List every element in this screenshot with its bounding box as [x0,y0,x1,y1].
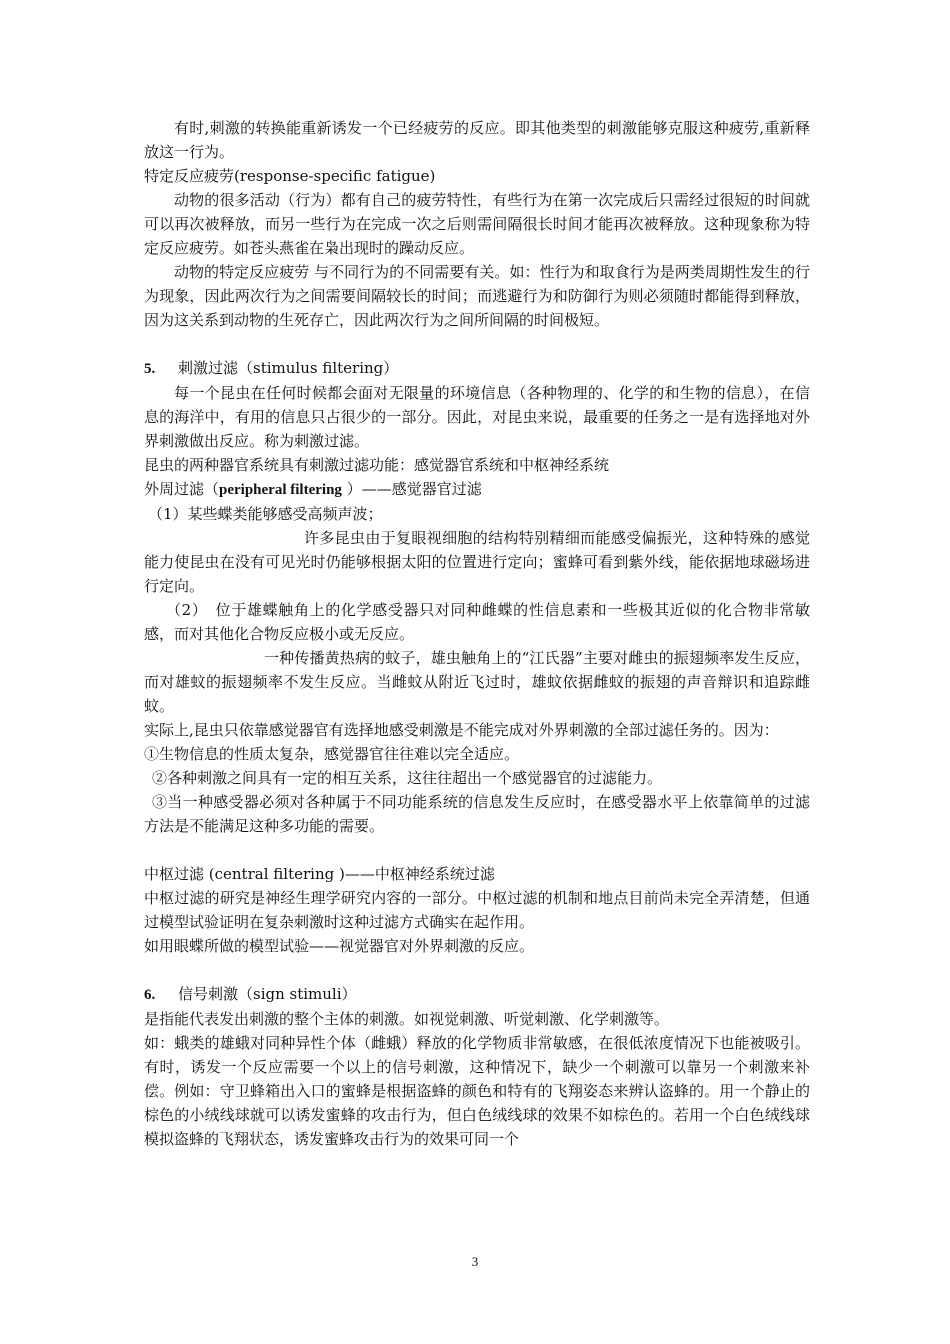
paragraph-sign-stimuli-example: 如：蛾类的雄蛾对同种异性个体（雌蛾）释放的化学物质非常敏感，在很低浓度情况下也能被吸引。有时，诱发一个反应需要一个以上的信号刺激，这种情况下，缺少一个刺激可以靠另一个刺激来补偿。例如：守卫蜂箱出入口的蜜蜂是根据盗蜂的颜色和特有的飞翔姿态来辨认盗蜂的。用一个静止的棕色的小绒线球就可以诱发蜜蜂的攻击行为，但白色绒线球的效果不如棕色的。若用一个白色绒线球模拟盗蜂的飞翔状态，诱发蜜蜂攻击行为的效果可同一个 [144,1034,810,1148]
list-item-2: （2） 位于雄蝶触角上的化学感受器只对同种雌蝶的性信息素和一些极其近似的化合物非常敏感，而对其他化合物反应极小或无反应。 [144,601,810,643]
reason-2: ②各种刺激之间具有一定的相互关系，这往往超出一个感觉器官的过滤能力。 [152,769,663,787]
paragraph-filtering-intro: 每一个昆虫在任何时候都会面对无限量的环境信息（各种物理的、化学的和生物的信息），在信息的海洋中，有用的信息只占很少的一部分。因此，对昆虫来说，最重要的任务之一是有选择地对外界刺激做出反应。称为刺激过滤。 [144,384,810,450]
heading-response-specific-fatigue: 特定反应疲劳(response-specific fatigue) [144,167,436,185]
spacer [144,958,810,982]
section-6-number: 6. [144,987,156,1003]
heading-central-filtering: 中枢过滤 (central filtering )——中枢神经系统过滤 [144,865,495,883]
peripheral-suffix: ）——感觉器官过滤 [341,480,482,498]
heading-peripheral-filtering [144,477,810,502]
paragraph-item-1-detail: 许多昆虫由于复眼视细胞的结构特别精细而能感受偏振光，这种特殊的感觉能力使昆虫在没有可见光时仍能够根据太阳的位置进行定向；蜜蜂可看到紫外线，能依据地球磁场进行定向。 [144,529,810,595]
paragraph-fatigue-needs: 动物的特定反应疲劳 与不同行为的不同需要有关。如：性行为和取食行为是两类周期性发生的行为现象，因此两次行为之间需要间隔较长的时间；而逃避行为和防御行为则必须随时都能得到释放，因为这关系到动物的生死存亡，因此两次行为之间所间隔的时间极短。 [144,263,810,329]
peripheral-term: peripheral filtering [219,482,342,498]
peripheral-prefix: 外周过滤（ [144,480,220,498]
paragraph-central-filtering: 中枢过滤的研究是神经生理学研究内容的一部分。中枢过滤的机制和地点目前尚未完全弄清楚，但通过模型试验证明在复杂刺激时这种过滤方式确实在起作用。 [144,889,810,931]
reason-3: ③当一种感受器必须对各种属于不同功能系统的信息发生反应时，在感受器水平上依靠简单的过滤方法是不能满足这种多功能的需要。 [144,793,810,835]
section-5-title: 刺激过滤（stimulus filtering） [178,359,399,377]
section-6-heading [144,982,810,1007]
section-5-heading [144,356,810,381]
spacer [144,838,810,862]
section-6-title: 信号刺激（sign stimuli） [178,985,357,1003]
paragraph-central-example: 如用眼蝶所做的模型试验——视觉器官对外界刺激的反应。 [144,937,535,955]
page-content [144,116,810,1151]
page-number: 3 [471,1254,479,1269]
spacer [144,332,810,356]
section-5-number: 5. [144,361,156,377]
reason-1: ①生物信息的性质太复杂，感觉器官往往难以完全适应。 [144,745,520,763]
paragraph-sign-stimuli-definition: 是指能代表发出刺激的整个主体的刺激。如视觉刺激、听觉刺激、化学刺激等。 [144,1010,670,1028]
paragraph-fatigue-definition: 动物的很多活动（行为）都有自己的疲劳特性，有些行为在第一次完成后只需经过很短的时间就可以再次被释放，而另一些行为在完成一次之后则需间隔很长时间才能再次被释放。这种现象称为特定反应疲劳。如苍头燕雀在枭出现时的躁动反应。 [144,191,810,257]
list-item-1: （1）某些蝶类能够感受高频声波； [148,505,383,523]
paragraph-filtering-systems: 昆虫的两种器官系统具有刺激过滤功能：感觉器官系统和中枢神经系统 [144,456,610,474]
paragraph-filtering-limit: 实际上,昆虫只依靠感觉器官有选择地感受刺激是不能完成对外界刺激的全部过滤任务的。因为： [144,721,779,739]
paragraph-stimulus-change: 有时,刺激的转换能重新诱发一个已经疲劳的反应。即其他类型的刺激能够克服这种疲劳,重新释放这一行为。 [144,119,810,161]
paragraph-item-2-detail: 一种传播黄热病的蚊子，雄虫触角上的“江氏器”主要对雌虫的振翅频率发生反应，而对雄蚊的振翅频率不发生反应。当雌蚊从附近飞过时，雄蚊依据雌蚊的振翅的声音辩识和追踪雌蚊。 [144,649,810,715]
